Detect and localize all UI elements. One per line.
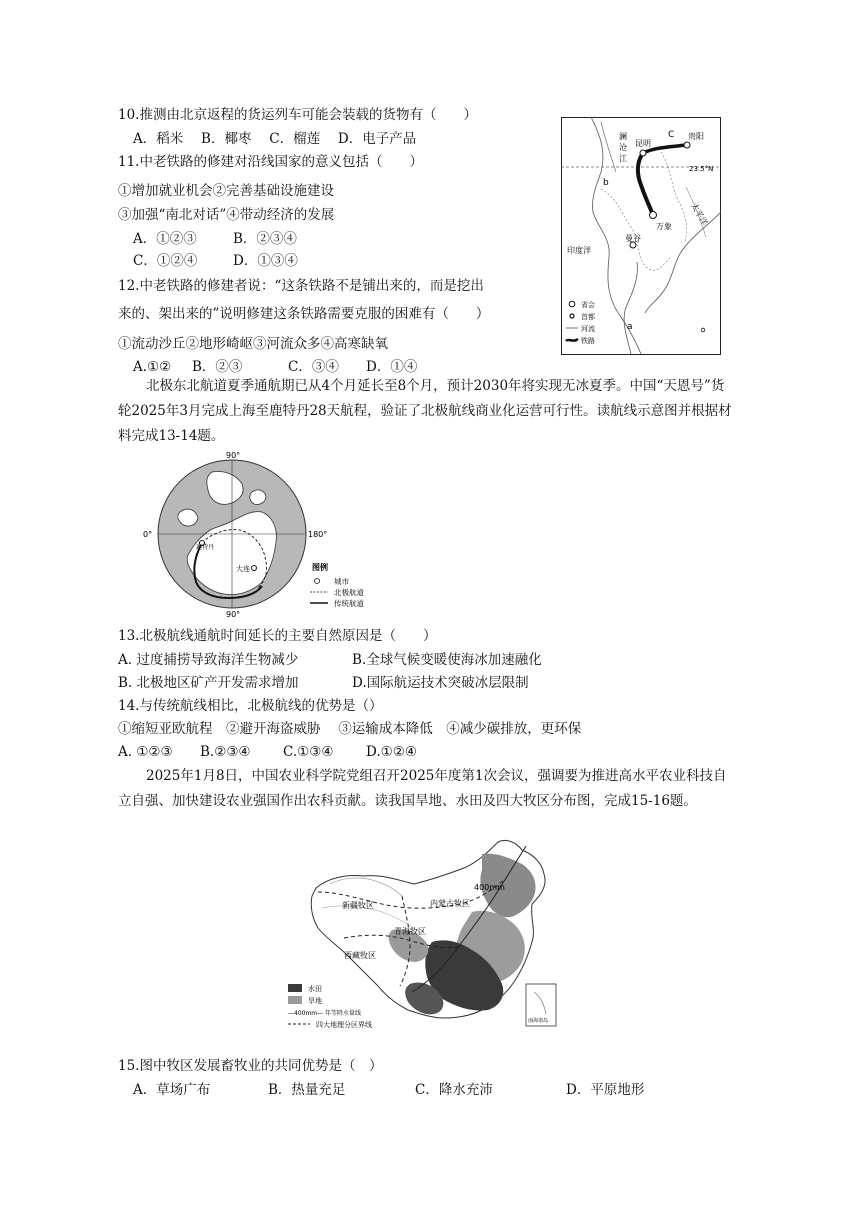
legend-city-icon bbox=[315, 579, 320, 584]
map3-xizang-label: 西藏牧区 bbox=[344, 951, 376, 960]
map1-guiyang-label: 贵阳 bbox=[688, 132, 704, 141]
map2-rotterdam-label: 鹿特丹 bbox=[196, 544, 215, 551]
legend-provincial-capital-label: 省会 bbox=[581, 301, 595, 309]
passage-13-14: 北极东北航道夏季通航期已从4个月延长至8个月，预计2030年将实现无冰夏季。中国“天恩号”货轮2025年3月完成上海至鹿特丹28天航程，验证了北极航线商业化运营可行性。读航线示意图并根据材料完成13-14题。 bbox=[118, 378, 732, 444]
map2-lon-left: 0° bbox=[143, 530, 153, 539]
legend-capital-icon bbox=[570, 314, 574, 318]
q12-stem-line2: 来的、架出来的”说明修建这条铁路需要克服的困难有（ ） bbox=[118, 306, 490, 322]
q14-option-a: A. ①②③ bbox=[118, 744, 173, 760]
q15-option-a: A．草场广布 bbox=[133, 1082, 211, 1098]
legend-river-label: 河流 bbox=[581, 325, 595, 333]
q12-option-a: A.①② bbox=[133, 359, 172, 375]
q14-option-d: D.①②④ bbox=[366, 744, 417, 760]
q15-option-b: B．热量充足 bbox=[268, 1082, 346, 1098]
map1-c-label: C bbox=[668, 130, 675, 140]
map3-legend-isohyet: —400mm— 年等降水量线 bbox=[288, 1010, 362, 1017]
map1-b-label: b bbox=[603, 178, 609, 188]
q11-stem: 11.中老铁路的修建对沿线国家的意义包括（ ） bbox=[118, 154, 423, 170]
map2-lat-top: 90° bbox=[226, 451, 241, 460]
arctic-route-map bbox=[140, 450, 430, 618]
map3-legend-paddy: 水田 bbox=[308, 985, 322, 993]
map1-lancang-label-2: 沧 bbox=[619, 143, 627, 152]
q10-options: A．稻米 B．椰枣 C．榴莲 D．电子产品 bbox=[133, 131, 417, 147]
map2-legend-arctic: 北极航道 bbox=[334, 588, 364, 597]
q13-stem: 13.北极航线通航时间延长的主要自然原因是（ ） bbox=[118, 628, 437, 644]
legend-dryland-swatch bbox=[288, 996, 302, 1004]
map1-bangkok-label: 曼谷 bbox=[625, 234, 641, 243]
q11-item-line1: ①增加就业机会②完善基础设施建设 bbox=[118, 183, 334, 199]
map3-legend-boundary: 四大地理分区界线 bbox=[316, 1021, 372, 1029]
q12-option-d: D．①④ bbox=[366, 359, 418, 375]
map3-400mm-label: 400mm bbox=[474, 883, 505, 892]
passage-15-16: 2025年1月8日，中国农业科学院党组召开2025年度第1次会议，强调要为推进高水平农业科技自立自强、加快建设农业强国作出农科贡献。读我国旱地、水田及四大牧区分布图，完成15-16题。 bbox=[118, 768, 727, 809]
map1-lancang-label-1: 澜 bbox=[619, 132, 627, 141]
map1-lancang-label-3: 江 bbox=[619, 154, 627, 163]
q10-stem: 10.推测由北京返程的货运列车可能会装载的货物有（ ） bbox=[118, 107, 477, 123]
q12-item-line1: ①流动沙丘②地形崎岖③河流众多④高寒缺氧 bbox=[118, 336, 388, 352]
map1-pacific-label: 太平洋 bbox=[689, 201, 710, 227]
q14-item-line1: ①缩短亚欧航程 ②避开海盗威胁 ③运输成本降低 ④减少碳排放，更环保 bbox=[118, 721, 582, 737]
legend-railway-label: 铁路 bbox=[581, 337, 595, 345]
vientiane-marker bbox=[650, 212, 657, 219]
map3-legend-dryland: 旱地 bbox=[308, 997, 322, 1005]
q12-option-b: B．②③ bbox=[192, 359, 243, 375]
q14-option-c: C.①③④ bbox=[283, 744, 334, 760]
q15-option-d: D．平原地形 bbox=[566, 1082, 645, 1098]
map3-xinjiang-label: 新疆牧区 bbox=[342, 901, 374, 910]
china-agriculture-map bbox=[282, 834, 572, 1044]
q15-option-c: C．降水充沛 bbox=[415, 1082, 493, 1098]
q11-item-line2: ③加强“南北对话”④带动经济的发展 bbox=[118, 207, 335, 223]
map2-legend-traditional: 传统航道 bbox=[334, 599, 364, 608]
q12-stem-line1: 12.中老铁路的修建者说：“这条铁路不是铺出来的，而是挖出 bbox=[118, 278, 484, 294]
map1-indian-ocean-label: 印度洋 bbox=[567, 246, 591, 255]
q14-option-b: B.②③④ bbox=[200, 744, 251, 760]
legend-capital-label: 首都 bbox=[581, 313, 595, 321]
guiyang-marker bbox=[684, 142, 690, 148]
map2-dalian-label: 大连 bbox=[236, 565, 250, 573]
china-laos-railway-map bbox=[561, 117, 721, 355]
q13-option-a: A. 过度捕捞导致海洋生物减少 bbox=[118, 652, 299, 668]
map2-lat-bottom: 90° bbox=[226, 610, 241, 618]
dalian-marker bbox=[252, 566, 257, 571]
q11-option-d: D．①③④ bbox=[233, 253, 298, 269]
q14-stem: 14.与传统航线相比，北极航线的优势是（） bbox=[118, 698, 383, 714]
q11-option-c: C．①②④ bbox=[133, 253, 198, 269]
q15-stem: 15.图中牧区发展畜牧业的共同优势是（ ） bbox=[118, 1058, 383, 1074]
legend-provincial-capital-icon bbox=[569, 301, 575, 307]
q13-option-c: B. 北极地区矿产开发需求增加 bbox=[118, 675, 299, 691]
kunming-marker bbox=[640, 150, 646, 156]
map1-vientiane-label: 万象 bbox=[656, 222, 672, 231]
q13-option-d: D.国际航运技术突破冰层限制 bbox=[352, 675, 529, 691]
q11-option-b: B．②③④ bbox=[233, 231, 297, 247]
map3-inset-label: 南海诸岛 bbox=[528, 1018, 549, 1024]
map1-a-label: a bbox=[627, 322, 633, 332]
map2-lon-right: 180° bbox=[308, 530, 328, 539]
legend-paddy-swatch bbox=[288, 984, 302, 992]
q12-option-c: C．③④ bbox=[288, 359, 339, 375]
map3-neimeng-label: 内蒙古牧区 bbox=[430, 899, 470, 908]
q13-option-b: B.全球气候变暖使海冰加速融化 bbox=[352, 652, 542, 668]
q11-option-a: A．①②③ bbox=[133, 231, 197, 247]
map2-legend-title: 图例 bbox=[312, 563, 328, 572]
map2-legend-city: 城市 bbox=[334, 577, 349, 586]
map3-qinghai-label: 青海牧区 bbox=[394, 927, 426, 936]
map1-latitude-label: 23.5°N bbox=[689, 165, 714, 173]
map1-kunming-label: 昆明 bbox=[635, 139, 651, 148]
